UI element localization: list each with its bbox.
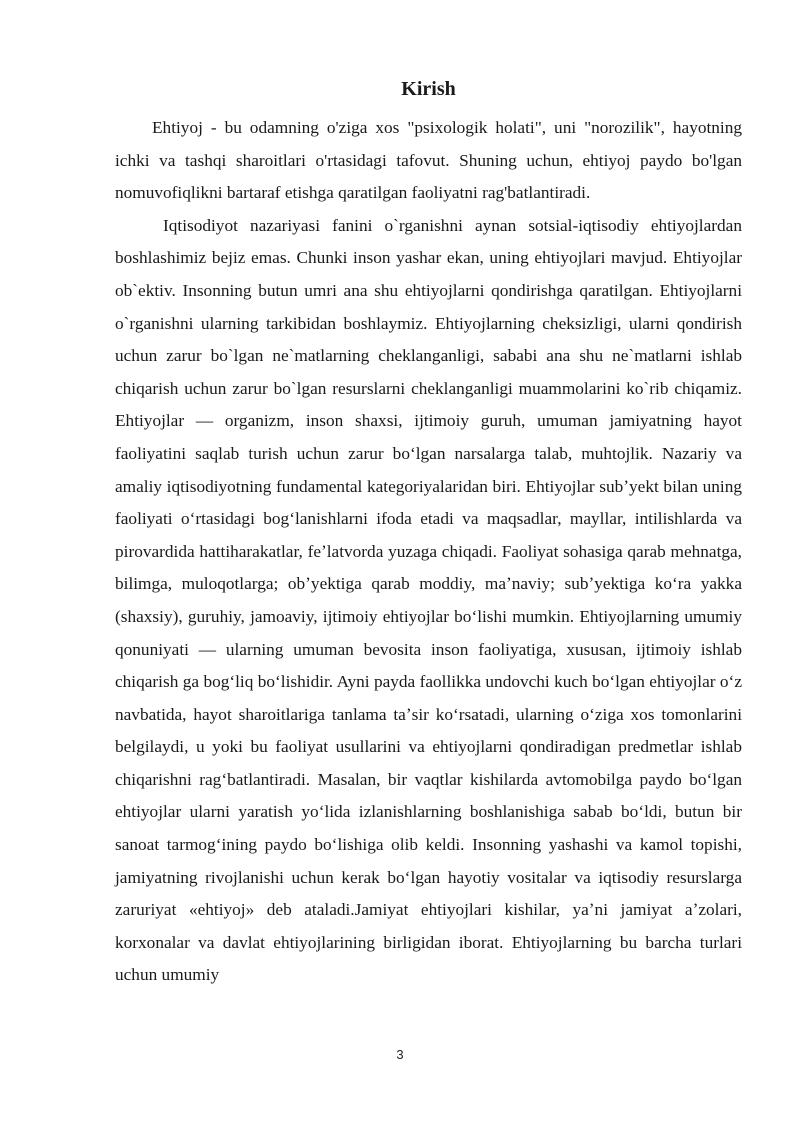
intro-paragraph: Ehtiyoj - bu odamning o'ziga xos "psixologik holati", uni "norozilik", hayotning ichki va tashqi sharoitlari o'rtasidagi tafovut. Shuning uchun, ehtiyoj paydo bo'lgan nomuvofiqlikni bartaraf etishga qaratilgan faoliyatni rag'batlantiradi.: [115, 118, 742, 203]
document-body: [115, 76, 742, 992]
body-paragraph: Iqtisodiyot nazariyasi fanini o`rganishni aynan sotsial-iqtisodiy ehtiyojlardan boshlashimiz bejiz emas. Chunki inson yashar ekan, uning ehtiyojlari mavjud. Ehtiyojlar ob`ektiv. Insonning butun umri ana shu ehtiyojlarni qondirishga qaratilgan. Ehtiyojlarni o`rganishni ularning tarkibidan boshlaymiz. Ehtiyojlarning cheksizligi, ularni qondirish uchun zarur bo`lgan ne`matlarning cheklanganligi, sababi ana shu ne`matlarni ishlab chiqarish uchun zarur bo`lgan resurslarni cheklanganligi muammolarini ko`rib chiqamiz. Ehtiyojlar — organizm, inson shaxsi, ijtimoiy guruh, umuman jamiyatning hayot faoliyatini saqlab turish uchun zarur boʻlgan narsalarga talab, muhtojlik. Nazariy va amaliy iqtisodiyotning fundamental kategoriyalaridan biri. Ehtiyojlar subʼyekt bilan uning faoliyati oʻrtasidagi bogʻlanishlarni ifoda etadi va maqsadlar, mayllar, intilishlarda va pirovardida hattiharakatlar, feʼlatvorda yuzaga chiqadi. Faoliyat sohasiga qarab mehnatga, bilimga, muloqotlarga; obʼyektiga qarab moddiy, maʼnaviy; subʼyektiga koʻra yakka (shaxsiy), guruhiy, jamoaviy, ijtimoiy ehtiyojlar boʻlishi mumkin. Ehtiyojlarning umumiy qonuniyati — ularning umuman bevosita inson faoliyatiga, xususan, ijtimoiy ishlab chiqarish ga bogʻliq boʻlishidir. Ayni payda faollikka undovchi kuch boʻlgan ehtiyojlar oʻz navbatida, hayot sharoitlariga tanlama taʼsir koʻrsatadi, ularning oʻziga xos tomonlarini belgilaydi, u yoki bu faoliyat usullarini va ehtiyojlarni qondiradigan predmetlar ishlab chiqarishni ragʻbatlantiradi. Masalan, bir vaqtlar kishilarda avtomobilga paydo boʻlgan ehtiyojlar ularni yaratish yoʻlida izlanishlarning boshlanishiga sabab boʻldi, butun bir sanoat tarmogʻining paydo boʻlishiga olib keldi. Insonning yashashi va kamol topishi, jamiyatning rivojlanishi uchun kerak boʻlgan hayotiy vositalar va iqtisodiy resurslarga zaruriyat «ehtiyoj» deb ataladi.Jamiyat ehtiyojlari kishilar, yaʼni jamiyat aʼzolari, korxonalar va davlat ehtiyojlarining birligidan iborat. Ehtiyojlarning bu barcha turlari uchun umumiy: [115, 215, 742, 985]
page-title: Kirish: [401, 78, 456, 100]
page-number: 3: [396, 1047, 404, 1062]
